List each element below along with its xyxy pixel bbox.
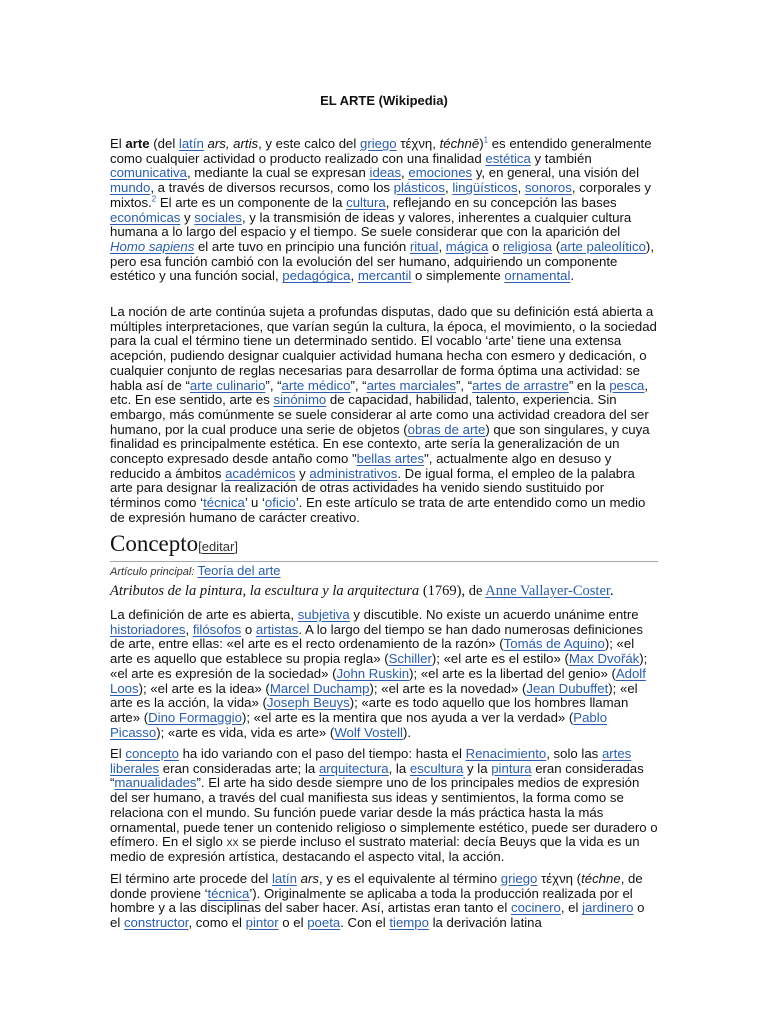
text-run: y la: [463, 760, 492, 776]
text-run: , y la transmisión de ideas y valores, inherentes a cualquier cultura humana a lo largo del espacio y el tiempo. Se suele considerar que con la aparición del: [110, 209, 632, 240]
inline-link[interactable]: griego: [500, 871, 538, 886]
text-run: ”, “: [265, 377, 282, 393]
text-run: eran consideradas “: [110, 760, 644, 791]
text-run: de capacidad, habilidad, talento, experiencia. Sin embargo, más comúnmente se suele considerar al arte como una actividad creadora del ser humano, por la cual produce una serie de objetos (: [110, 392, 649, 437]
text-run: o: [488, 238, 503, 254]
inline-link[interactable]: técnica: [203, 495, 245, 511]
text-run: , reflejando en su concepción las bases: [385, 194, 617, 210]
inline-link[interactable]: concepto: [125, 746, 179, 761]
inline-link[interactable]: latín: [178, 136, 204, 151]
main-article-label: Artículo principal:: [110, 566, 195, 578]
text-run: ”, “: [456, 377, 473, 393]
paragraph-intro: [110, 137, 658, 284]
text-run: ,: [401, 165, 409, 181]
inline-link[interactable]: administrativos: [309, 465, 398, 481]
text-run: xx: [226, 834, 239, 850]
text-run: téchnē: [439, 136, 480, 151]
text-run: El: [110, 746, 126, 761]
inline-link[interactable]: Tomás de Aquino: [503, 636, 605, 652]
inline-link[interactable]: latín: [272, 871, 297, 886]
page-title: EL ARTE (Wikipedia): [320, 93, 448, 108]
text-run: y: [180, 209, 195, 225]
text-run: . A lo largo del tiempo se han dado numerosas definiciones de arte, entre ellas: «el arte es el recto ordenamiento de la razón» (: [110, 621, 643, 652]
inline-link[interactable]: poeta: [307, 915, 341, 931]
inline-link[interactable]: artes marciales: [366, 377, 456, 393]
inline-link[interactable]: Pablo Picasso: [110, 709, 608, 740]
text-run: ars: [300, 871, 319, 886]
text-run: téchne: [581, 871, 621, 886]
inline-link[interactable]: pintura: [491, 760, 532, 776]
inline-link[interactable]: pintor: [245, 915, 279, 931]
inline-link[interactable]: bellas artes: [356, 451, 425, 467]
text-run: ); «el arte es expresión de la sociedad» (: [110, 651, 648, 681]
inline-link[interactable]: arte culinario: [189, 377, 266, 393]
inline-link[interactable]: académicos: [225, 465, 296, 481]
text-run: , solo las: [546, 746, 602, 761]
inline-link[interactable]: económicas: [110, 209, 181, 225]
inline-link[interactable]: plásticos: [393, 180, 445, 196]
inline-link[interactable]: comunicativa: [110, 165, 187, 181]
inline-link[interactable]: escultura: [409, 760, 464, 776]
inline-link[interactable]: Jean Dubuffet: [526, 680, 609, 696]
text-run: , y este calco del: [258, 136, 360, 151]
inline-link[interactable]: historiadores: [110, 621, 186, 637]
text-run: ); «el arte es aquello que establece su propia regla» (: [110, 636, 635, 667]
inline-link[interactable]: Schiller: [388, 651, 432, 667]
bold-term: arte: [125, 136, 150, 151]
section-title: Concepto: [110, 531, 199, 556]
inline-link[interactable]: Max Dvořák: [568, 651, 640, 667]
edit-link-bracket-open: [: [198, 539, 202, 554]
text-run: y discutible. No existe un acuerdo unánime entre: [349, 607, 639, 622]
text-run: el arte tuvo en principio una función: [194, 238, 410, 254]
text-run: ,: [350, 268, 358, 284]
text-run: y, en general, una visión del: [472, 165, 640, 181]
inline-link[interactable]: artes de arrastre: [472, 377, 569, 393]
paragraph-definition: [110, 305, 658, 526]
image-caption: [110, 583, 658, 600]
text-run: y también: [530, 150, 592, 166]
inline-link[interactable]: Homo sapiens: [110, 238, 195, 254]
inline-link[interactable]: sonoros: [524, 180, 572, 196]
paragraph-concept-history: [110, 747, 658, 865]
text-run: τέχνη (: [537, 871, 582, 886]
text-run: El: [110, 136, 126, 151]
inline-link[interactable]: manualidades: [114, 775, 197, 791]
inline-link[interactable]: subjetiva: [297, 607, 350, 622]
inline-link[interactable]: filósofos: [192, 621, 242, 637]
inline-link[interactable]: artistas: [255, 621, 299, 637]
caption-end: .: [609, 583, 614, 599]
inline-link[interactable]: pedagógica: [282, 268, 351, 284]
text-run: o: [241, 621, 256, 637]
text-run: ,: [438, 238, 446, 254]
text-run: o simplemente: [411, 268, 505, 284]
inline-link[interactable]: arte médico: [281, 377, 351, 393]
paragraph-definitions-list: [110, 608, 658, 740]
main-article-link[interactable]: Teoría del arte: [197, 563, 281, 578]
inline-link[interactable]: griego: [359, 136, 397, 151]
inline-link[interactable]: sinónimo: [273, 392, 327, 408]
footnote-ref[interactable]: 2: [151, 194, 157, 204]
inline-link[interactable]: oficio: [264, 495, 296, 511]
text-run: .: [570, 268, 575, 284]
text-run: ): [479, 136, 484, 151]
inline-link[interactable]: ritual: [409, 238, 439, 254]
text-run: , mediante la cual se expresan: [186, 165, 370, 181]
footnote-ref[interactable]: 1: [483, 135, 489, 145]
inline-link[interactable]: sociales: [194, 209, 242, 225]
text-run: ); «el arte es el estilo» (: [431, 651, 569, 667]
text-run: ha ido variando con el paso del tiempo: hasta el: [178, 746, 466, 761]
inline-link[interactable]: jardinero: [582, 900, 634, 916]
text-run: ); «el arte es la idea» (: [138, 680, 270, 696]
inline-link[interactable]: cultura: [346, 194, 386, 210]
section-heading-concepto: [110, 530, 658, 562]
text-run: ); «arte es vida, vida es arte» (: [156, 724, 335, 740]
inline-link[interactable]: artes liberales: [110, 746, 632, 776]
text-run: , de donde proviene ‘: [110, 871, 643, 901]
inline-link[interactable]: Dino Formaggio: [148, 709, 242, 725]
inline-link[interactable]: constructor: [123, 915, 189, 931]
edit-link-bracket-close: ]: [234, 539, 238, 554]
inline-link[interactable]: lingüísticos: [452, 180, 518, 196]
inline-link[interactable]: arte paleolítico: [560, 238, 646, 254]
text-run: eran consideradas arte; la: [159, 760, 319, 776]
text-run: . Con el: [340, 915, 390, 931]
text-run: ” en la: [568, 377, 610, 393]
paragraph-etymology: [110, 872, 658, 931]
text-run: ’ u ‘: [244, 495, 265, 511]
caption-title: Atributos de la pintura, la escultura y la arquitectura: [110, 583, 420, 599]
text-run: , la: [388, 760, 410, 776]
text-run: ).: [402, 724, 412, 740]
text-run: ,: [185, 621, 193, 637]
text-run: ); «el arte es la novedad» (: [369, 680, 527, 696]
text-run: El término arte procede del: [110, 871, 272, 886]
inline-link[interactable]: ornamental: [504, 268, 571, 284]
text-run: y: [295, 465, 310, 481]
text-run: ); «arte es todo aquello que los hombres llaman arte» (: [110, 695, 629, 725]
text-run: ); «el arte es la acción, la vida» (: [110, 680, 638, 711]
text-run: ’). Originalmente se aplicaba a toda la producción realizada por el hombre y a las disciplinas del saber hacer. Así, artistas eran tanto el: [110, 885, 633, 916]
text-run: ”. El arte ha sido desde siempre uno de los principales medios de expresión del ser humano, a través del cual manifiesta sus ideas y sentimientos, la forma como se relaciona con el mundo. Su función puede variar desde la más práctica hasta la más ornamental, puede tener un contenido religioso o simplemente estético, puede ser duradero o efímero. En el siglo: [110, 775, 658, 850]
text-run: ,: [444, 180, 453, 196]
text-run: , corporales y mixtos.: [110, 180, 651, 210]
text-run: , como el: [188, 915, 246, 931]
inline-link[interactable]: mágica: [445, 238, 489, 254]
inline-link[interactable]: emociones: [408, 165, 473, 181]
text-run: ) que son singulares, y cuya finalidad es principalmente estética. En ese contexto, arte sería la generalización de un concepto expresado desde antaño como ": [110, 421, 650, 467]
inline-link[interactable]: Wolf Vostell: [334, 724, 403, 740]
inline-link[interactable]: Adolf Loos: [110, 665, 646, 696]
caption-author-link[interactable]: Anne Vallayer-Coster: [485, 583, 610, 599]
text-run: (: [552, 238, 561, 254]
inline-link[interactable]: mundo: [110, 180, 151, 196]
text-run: El arte es un componente de la: [156, 194, 347, 210]
text-run: la derivación latina: [428, 915, 542, 931]
inline-link[interactable]: Joseph Beuys: [266, 695, 350, 711]
inline-link[interactable]: Renacimiento: [465, 746, 547, 761]
text-run: . De igual forma, el empleo de la palabra arte para designar la realización de otras actividades ha venido siendo sustituido por términos como ‘: [110, 465, 635, 511]
text-run: La noción de arte continúa sujeta a profundas disputas, dado que su definición está abierta a múltiples interpretaciones, que varían según la cultura, la época, el movimiento, o la sociedad para la cual el término tiene un determinado sentido. El vocablo ‘arte’ tiene una extensa acepción, pudiendo designar cualquier actividad humana hecha con esmero y dedicación, o cualquier conjunto de reglas necesarias para desarrollar de forma óptima una actividad: se habla así de “: [110, 304, 657, 393]
inline-link[interactable]: arquitectura: [318, 760, 389, 776]
inline-link[interactable]: pesca: [609, 377, 645, 393]
text-run: , etc. En ese sentido, arte es: [110, 377, 649, 408]
text-run: , a través de diversos recursos, como los: [150, 180, 394, 196]
text-run: , y es el equivalente al término: [318, 871, 501, 886]
inline-link[interactable]: ideas: [369, 165, 402, 181]
text-run: ), pero esa función cambió con la evolución del ser humano, adquiriendo un componente estético y una función social,: [110, 238, 654, 284]
edit-section-link[interactable]: editar: [201, 539, 235, 554]
inline-link[interactable]: mercantil: [357, 268, 412, 284]
text-run: τέχνη,: [396, 136, 440, 151]
text-run: ’. En este artículo se trata de arte entendido como un medio de expresión humano de carácter creativo.: [110, 495, 646, 525]
text-run: (del: [149, 136, 179, 151]
inline-link[interactable]: John Ruskin: [336, 665, 410, 681]
inline-link[interactable]: religiosa: [502, 238, 553, 254]
inline-link[interactable]: cocinero: [510, 900, 561, 916]
text-run: , el: [560, 900, 583, 916]
inline-link[interactable]: tiempo: [389, 915, 429, 931]
text-run: La definición de arte es abierta,: [110, 607, 298, 622]
caption-year: (1769), de: [419, 583, 486, 599]
text-run: es entendido generalmente como cualquier actividad o producto realizado con una finalidad: [110, 136, 652, 166]
text-run: ); «el arte es la libertad del genio» (: [409, 665, 616, 681]
main-article-note: [110, 563, 281, 578]
inline-link[interactable]: obras de arte: [407, 421, 486, 437]
text-run: o el: [278, 915, 308, 931]
text-run: se pierde incluso el sustrato material: decía Beuys que la vida es un medio de expresión artística, destacando el aspecto vital, la acción.: [110, 834, 640, 864]
text-run: ); «el arte es la mentira que nos ayuda a ver la verdad» (: [241, 709, 574, 725]
inline-link[interactable]: Marcel Duchamp: [269, 680, 370, 696]
text-run: ", actualmente algo en desuso y reducido a ámbitos: [110, 451, 612, 481]
inline-link[interactable]: estética: [485, 150, 531, 166]
inline-link[interactable]: técnica: [207, 885, 250, 901]
text-run: o el: [110, 900, 645, 931]
text-run: ,: [517, 180, 525, 196]
text-run: ”, “: [350, 377, 367, 393]
text-run: ars, artis: [207, 136, 259, 151]
